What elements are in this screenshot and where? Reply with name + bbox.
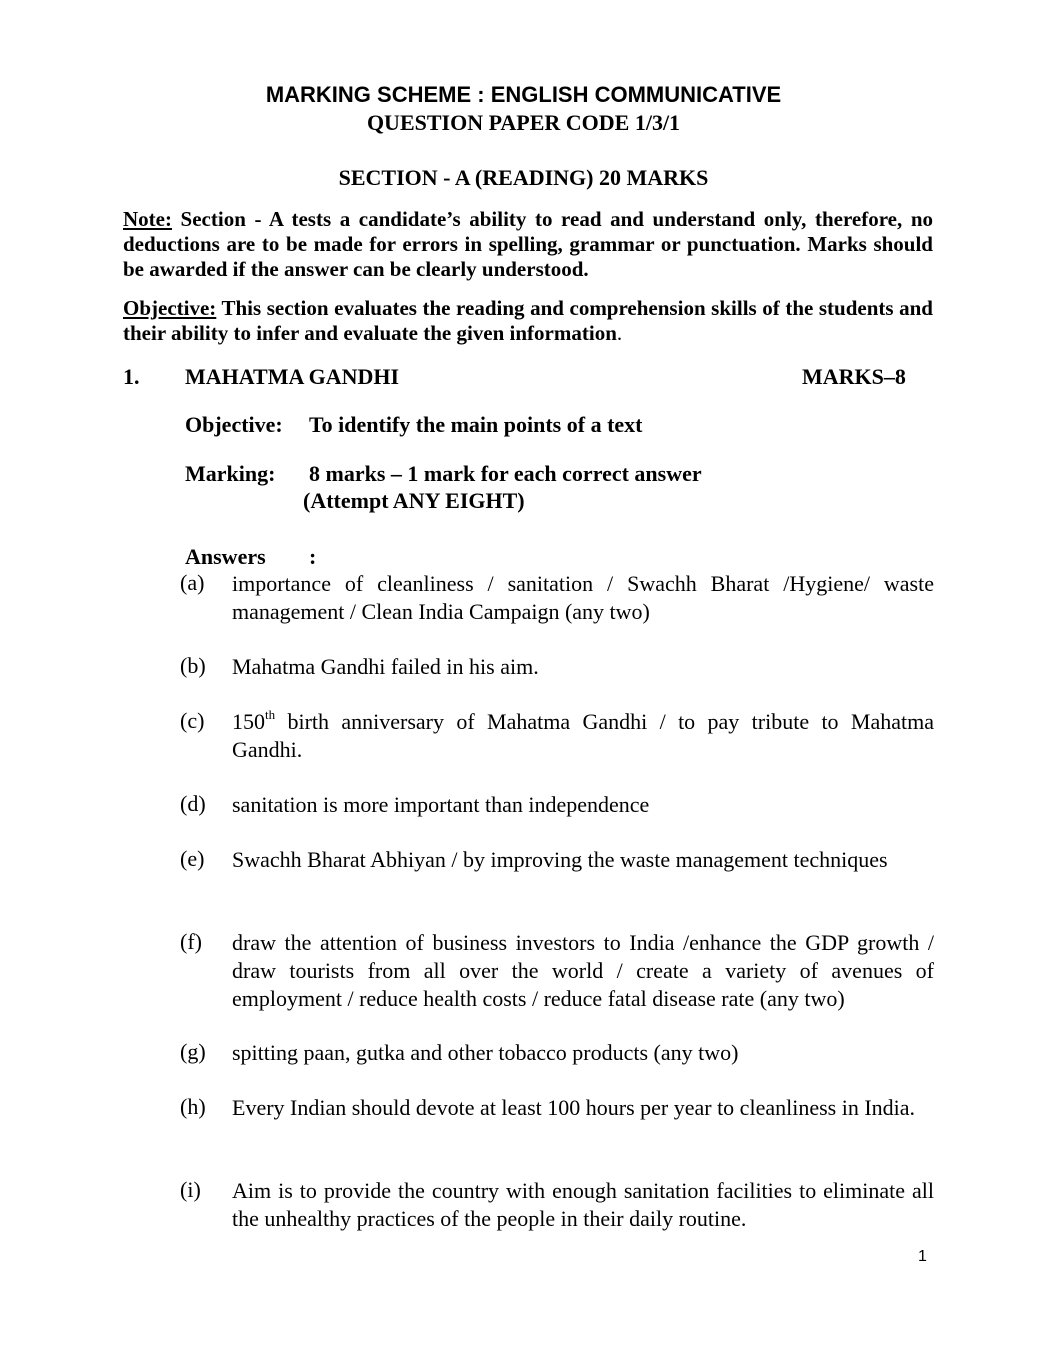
question-objective-label: Objective:	[185, 412, 283, 437]
marking-line-2: (Attempt ANY EIGHT)	[303, 488, 525, 513]
page-number: 1	[918, 1248, 927, 1265]
answer-letter: (b)	[180, 653, 206, 678]
answer-text: importance of cleanliness / sanitation / Swachh Bharat /Hygiene/ waste management / Clean India Campaign (any two)	[232, 571, 934, 624]
answer-letter: (g)	[180, 1039, 206, 1064]
question-number: 1.	[123, 364, 140, 389]
answers-label: Answers	[185, 544, 266, 569]
paper-code: QUESTION PAPER CODE 1/3/1	[366, 110, 681, 135]
objective-label: Objective:	[123, 296, 217, 320]
answers-colon: :	[309, 544, 317, 569]
note-text: Section - A tests a candidate’s ability to read and understand only, therefore, no deductions are to be made for errors in spelling, grammar or punctuation. Marks should be awarded if the answer can be clearly understood.	[123, 207, 933, 281]
answer-letter: (e)	[180, 846, 205, 871]
note-label: Note:	[123, 207, 172, 231]
answer-text: spitting paan, gutka and other tobacco products (any two)	[232, 1040, 739, 1065]
marking-label: Marking:	[185, 461, 276, 486]
answer-number: 150	[232, 709, 265, 734]
ordinal-suffix: th	[265, 706, 276, 722]
objective-text: This section evaluates the reading and comprehension skills of the students and their ability to infer and evaluate the given information	[123, 296, 933, 345]
answer-text: Aim is to provide the country with enough sanitation facilities to eliminate all the unhealthy practices of the people in their daily routine.	[232, 1178, 934, 1231]
document-title: MARKING SCHEME : ENGLISH COMMUNICATIVE	[265, 82, 782, 107]
answer-letter: (d)	[180, 791, 206, 816]
answer-text: draw the attention of business investors to India /enhance the GDP growth / draw tourists from all over the world / create a variety of avenues of employment / reduce health costs / reduce fatal disease rate (any two)	[232, 930, 934, 1011]
answer-letter: (h)	[180, 1094, 206, 1119]
question-marks: MARKS–8	[802, 364, 906, 389]
note-paragraph	[123, 207, 933, 282]
question-title: MAHATMA GANDHI	[185, 364, 400, 389]
answer-text: Every Indian should devote at least 100 hours per year to cleanliness in India.	[232, 1095, 916, 1120]
answer-letter: (c)	[180, 708, 205, 733]
answer-letter: (f)	[180, 929, 202, 954]
marking-line-1: 8 marks – 1 mark for each correct answer	[309, 461, 702, 486]
answer-text	[232, 708, 934, 764]
answer-text: sanitation is more important than independence	[232, 792, 650, 817]
answer-text: Mahatma Gandhi failed in his aim.	[232, 654, 539, 679]
answer-remainder: birth anniversary of Mahatma Gandhi / to pay tribute to Mahatma Gandhi.	[232, 709, 934, 762]
objective-end: .	[616, 321, 623, 345]
objective-paragraph	[123, 296, 933, 346]
section-heading: SECTION - A (READING) 20 MARKS	[338, 165, 709, 190]
answer-letter: (i)	[180, 1177, 201, 1202]
answer-text: Swachh Bharat Abhiyan / by improving the waste management techniques	[232, 847, 888, 872]
question-objective-text: To identify the main points of a text	[309, 412, 643, 437]
answer-letter: (a)	[180, 570, 205, 595]
